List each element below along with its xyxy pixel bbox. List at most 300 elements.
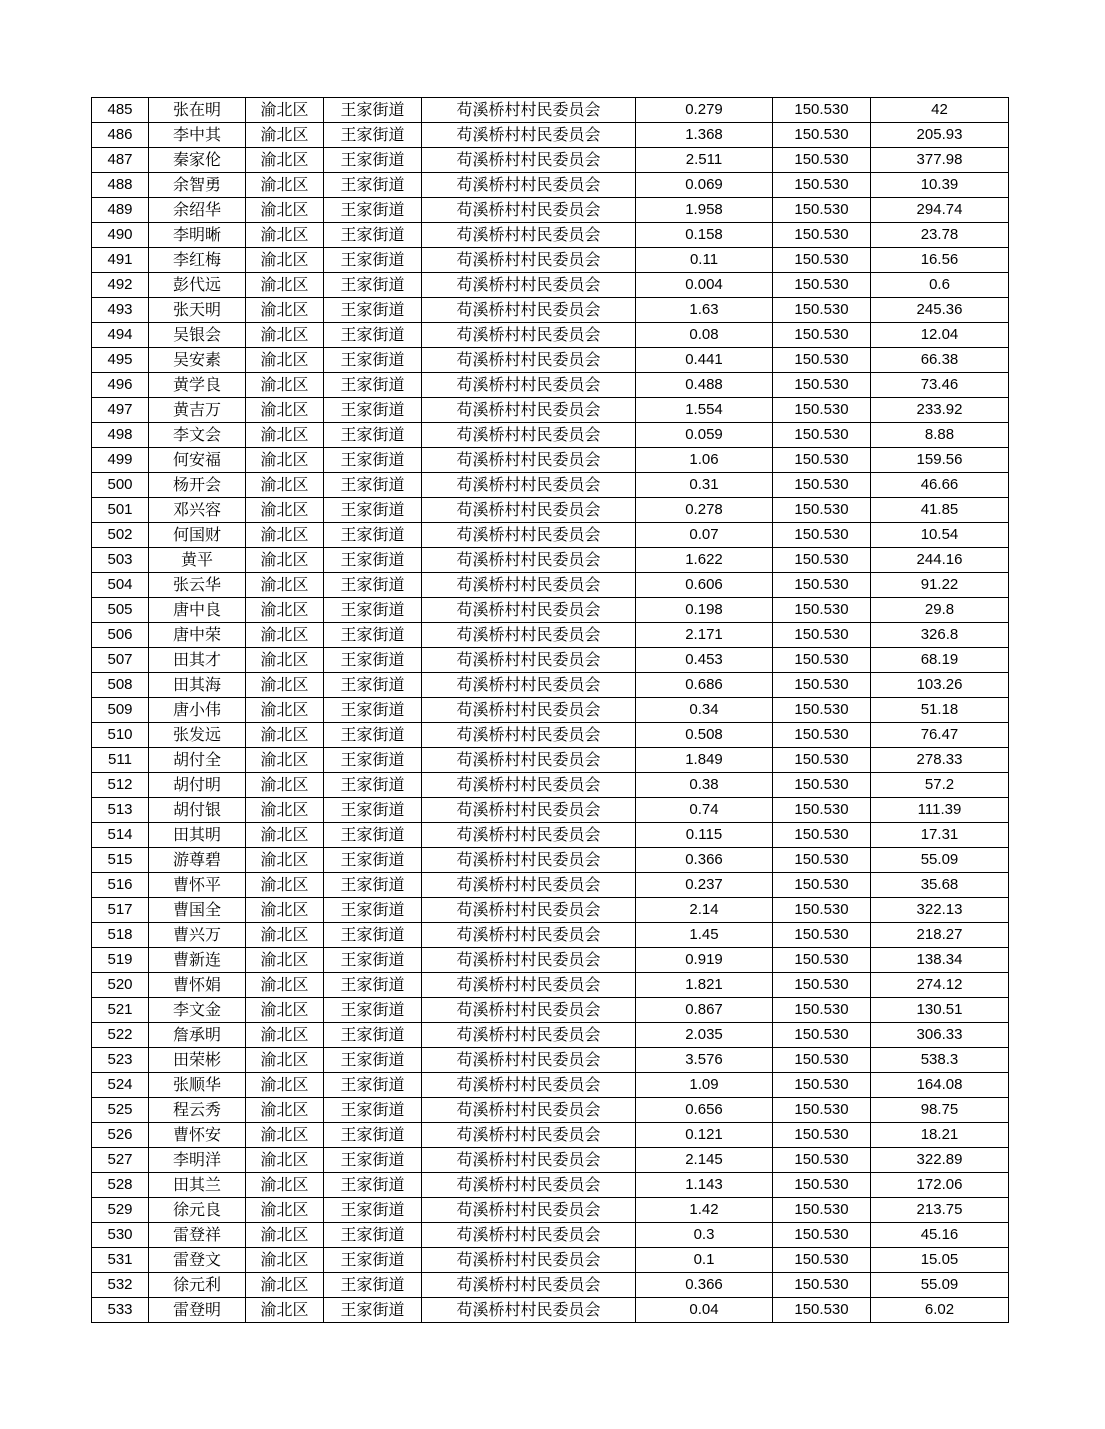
row-number-cell: 525 xyxy=(92,1098,149,1123)
unit-price-cell: 150.530 xyxy=(773,623,871,648)
district-cell: 渝北区 xyxy=(246,1248,324,1273)
row-number-cell: 509 xyxy=(92,698,149,723)
committee-cell: 苟溪桥村村民委员会 xyxy=(422,998,636,1023)
table-row xyxy=(92,323,1009,348)
area-cell: 0.059 xyxy=(636,423,773,448)
area-cell: 0.07 xyxy=(636,523,773,548)
row-number-cell: 490 xyxy=(92,223,149,248)
name-cell: 唐中良 xyxy=(149,598,246,623)
table-row xyxy=(92,773,1009,798)
unit-price-cell: 150.530 xyxy=(773,873,871,898)
row-number-cell: 528 xyxy=(92,1173,149,1198)
name-cell: 张云华 xyxy=(149,573,246,598)
street-cell: 王家街道 xyxy=(324,498,422,523)
unit-price-cell: 150.530 xyxy=(773,448,871,473)
street-cell: 王家街道 xyxy=(324,1148,422,1173)
unit-price-cell: 150.530 xyxy=(773,698,871,723)
amount-cell: 68.19 xyxy=(871,648,1009,673)
unit-price-cell: 150.530 xyxy=(773,1123,871,1148)
table-row xyxy=(92,1298,1009,1323)
unit-price-cell: 150.530 xyxy=(773,798,871,823)
committee-cell: 苟溪桥村村民委员会 xyxy=(422,273,636,298)
row-number-cell: 502 xyxy=(92,523,149,548)
unit-price-cell: 150.530 xyxy=(773,573,871,598)
row-number-cell: 495 xyxy=(92,348,149,373)
district-cell: 渝北区 xyxy=(246,1148,324,1173)
committee-cell: 苟溪桥村村民委员会 xyxy=(422,923,636,948)
table-row xyxy=(92,873,1009,898)
area-cell: 1.622 xyxy=(636,548,773,573)
row-number-cell: 488 xyxy=(92,173,149,198)
street-cell: 王家街道 xyxy=(324,723,422,748)
table-row xyxy=(92,348,1009,373)
committee-cell: 苟溪桥村村民委员会 xyxy=(422,1223,636,1248)
name-cell: 游尊碧 xyxy=(149,848,246,873)
name-cell: 徐元良 xyxy=(149,1198,246,1223)
unit-price-cell: 150.530 xyxy=(773,748,871,773)
committee-cell: 苟溪桥村村民委员会 xyxy=(422,98,636,123)
area-cell: 0.278 xyxy=(636,498,773,523)
street-cell: 王家街道 xyxy=(324,298,422,323)
street-cell: 王家街道 xyxy=(324,448,422,473)
row-number-cell: 494 xyxy=(92,323,149,348)
street-cell: 王家街道 xyxy=(324,148,422,173)
committee-cell: 苟溪桥村村民委员会 xyxy=(422,1173,636,1198)
area-cell: 0.74 xyxy=(636,798,773,823)
district-cell: 渝北区 xyxy=(246,623,324,648)
district-cell: 渝北区 xyxy=(246,273,324,298)
table-row xyxy=(92,523,1009,548)
row-number-cell: 512 xyxy=(92,773,149,798)
data-table xyxy=(91,97,1009,1323)
table-body xyxy=(92,98,1009,1323)
table-row xyxy=(92,1248,1009,1273)
committee-cell: 苟溪桥村村民委员会 xyxy=(422,448,636,473)
row-number-cell: 524 xyxy=(92,1073,149,1098)
table-row xyxy=(92,1148,1009,1173)
name-cell: 李明洋 xyxy=(149,1148,246,1173)
committee-cell: 苟溪桥村村民委员会 xyxy=(422,798,636,823)
amount-cell: 42 xyxy=(871,98,1009,123)
unit-price-cell: 150.530 xyxy=(773,948,871,973)
table-row xyxy=(92,1173,1009,1198)
committee-cell: 苟溪桥村村民委员会 xyxy=(422,623,636,648)
table-row xyxy=(92,1198,1009,1223)
area-cell: 0.606 xyxy=(636,573,773,598)
name-cell: 张在明 xyxy=(149,98,246,123)
committee-cell: 苟溪桥村村民委员会 xyxy=(422,248,636,273)
committee-cell: 苟溪桥村村民委员会 xyxy=(422,1273,636,1298)
committee-cell: 苟溪桥村村民委员会 xyxy=(422,1048,636,1073)
amount-cell: 12.04 xyxy=(871,323,1009,348)
amount-cell: 98.75 xyxy=(871,1098,1009,1123)
district-cell: 渝北区 xyxy=(246,948,324,973)
district-cell: 渝北区 xyxy=(246,798,324,823)
table-row xyxy=(92,898,1009,923)
name-cell: 詹承明 xyxy=(149,1023,246,1048)
area-cell: 0.656 xyxy=(636,1098,773,1123)
name-cell: 雷登祥 xyxy=(149,1223,246,1248)
district-cell: 渝北区 xyxy=(246,473,324,498)
street-cell: 王家街道 xyxy=(324,1098,422,1123)
area-cell: 0.04 xyxy=(636,1298,773,1323)
area-cell: 3.576 xyxy=(636,1048,773,1073)
committee-cell: 苟溪桥村村民委员会 xyxy=(422,298,636,323)
committee-cell: 苟溪桥村村民委员会 xyxy=(422,173,636,198)
amount-cell: 138.34 xyxy=(871,948,1009,973)
row-number-cell: 500 xyxy=(92,473,149,498)
row-number-cell: 497 xyxy=(92,398,149,423)
name-cell: 黄学良 xyxy=(149,373,246,398)
name-cell: 张发远 xyxy=(149,723,246,748)
name-cell: 吴银会 xyxy=(149,323,246,348)
table-row xyxy=(92,423,1009,448)
amount-cell: 35.68 xyxy=(871,873,1009,898)
row-number-cell: 508 xyxy=(92,673,149,698)
committee-cell: 苟溪桥村村民委员会 xyxy=(422,823,636,848)
amount-cell: 23.78 xyxy=(871,223,1009,248)
district-cell: 渝北区 xyxy=(246,1048,324,1073)
street-cell: 王家街道 xyxy=(324,573,422,598)
table-row xyxy=(92,498,1009,523)
committee-cell: 苟溪桥村村民委员会 xyxy=(422,223,636,248)
street-cell: 王家街道 xyxy=(324,423,422,448)
committee-cell: 苟溪桥村村民委员会 xyxy=(422,898,636,923)
row-number-cell: 520 xyxy=(92,973,149,998)
area-cell: 1.42 xyxy=(636,1198,773,1223)
amount-cell: 66.38 xyxy=(871,348,1009,373)
area-cell: 1.849 xyxy=(636,748,773,773)
name-cell: 李红梅 xyxy=(149,248,246,273)
name-cell: 曹怀安 xyxy=(149,1123,246,1148)
committee-cell: 苟溪桥村村民委员会 xyxy=(422,1023,636,1048)
street-cell: 王家街道 xyxy=(324,1273,422,1298)
street-cell: 王家街道 xyxy=(324,523,422,548)
area-cell: 0.3 xyxy=(636,1223,773,1248)
unit-price-cell: 150.530 xyxy=(773,373,871,398)
table-row xyxy=(92,598,1009,623)
street-cell: 王家街道 xyxy=(324,923,422,948)
committee-cell: 苟溪桥村村民委员会 xyxy=(422,698,636,723)
area-cell: 0.686 xyxy=(636,673,773,698)
table-row xyxy=(92,673,1009,698)
table-row xyxy=(92,948,1009,973)
row-number-cell: 503 xyxy=(92,548,149,573)
district-cell: 渝北区 xyxy=(246,348,324,373)
area-cell: 0.279 xyxy=(636,98,773,123)
area-cell: 0.11 xyxy=(636,248,773,273)
row-number-cell: 519 xyxy=(92,948,149,973)
name-cell: 李明晰 xyxy=(149,223,246,248)
district-cell: 渝北区 xyxy=(246,973,324,998)
district-cell: 渝北区 xyxy=(246,523,324,548)
table-row xyxy=(92,1123,1009,1148)
street-cell: 王家街道 xyxy=(324,748,422,773)
amount-cell: 322.89 xyxy=(871,1148,1009,1173)
unit-price-cell: 150.530 xyxy=(773,423,871,448)
table-row xyxy=(92,1223,1009,1248)
name-cell: 雷登文 xyxy=(149,1248,246,1273)
street-cell: 王家街道 xyxy=(324,1073,422,1098)
amount-cell: 55.09 xyxy=(871,848,1009,873)
unit-price-cell: 150.530 xyxy=(773,973,871,998)
unit-price-cell: 150.530 xyxy=(773,173,871,198)
row-number-cell: 533 xyxy=(92,1298,149,1323)
district-cell: 渝北区 xyxy=(246,448,324,473)
table-row xyxy=(92,148,1009,173)
district-cell: 渝北区 xyxy=(246,498,324,523)
table-row xyxy=(92,748,1009,773)
table-row xyxy=(92,98,1009,123)
committee-cell: 苟溪桥村村民委员会 xyxy=(422,523,636,548)
committee-cell: 苟溪桥村村民委员会 xyxy=(422,848,636,873)
committee-cell: 苟溪桥村村民委员会 xyxy=(422,398,636,423)
table-row xyxy=(92,723,1009,748)
area-cell: 1.06 xyxy=(636,448,773,473)
name-cell: 田其兰 xyxy=(149,1173,246,1198)
amount-cell: 10.54 xyxy=(871,523,1009,548)
amount-cell: 172.06 xyxy=(871,1173,1009,1198)
table-row xyxy=(92,573,1009,598)
unit-price-cell: 150.530 xyxy=(773,473,871,498)
name-cell: 胡付银 xyxy=(149,798,246,823)
district-cell: 渝北区 xyxy=(246,198,324,223)
district-cell: 渝北区 xyxy=(246,1223,324,1248)
table-row xyxy=(92,373,1009,398)
amount-cell: 17.31 xyxy=(871,823,1009,848)
street-cell: 王家街道 xyxy=(324,248,422,273)
row-number-cell: 507 xyxy=(92,648,149,673)
row-number-cell: 486 xyxy=(92,123,149,148)
district-cell: 渝北区 xyxy=(246,573,324,598)
unit-price-cell: 150.530 xyxy=(773,348,871,373)
unit-price-cell: 150.530 xyxy=(773,123,871,148)
street-cell: 王家街道 xyxy=(324,98,422,123)
table-row xyxy=(92,848,1009,873)
unit-price-cell: 150.530 xyxy=(773,298,871,323)
name-cell: 唐中荣 xyxy=(149,623,246,648)
street-cell: 王家街道 xyxy=(324,198,422,223)
name-cell: 吴安素 xyxy=(149,348,246,373)
committee-cell: 苟溪桥村村民委员会 xyxy=(422,573,636,598)
district-cell: 渝北区 xyxy=(246,748,324,773)
area-cell: 1.554 xyxy=(636,398,773,423)
row-number-cell: 504 xyxy=(92,573,149,598)
name-cell: 徐元利 xyxy=(149,1273,246,1298)
name-cell: 曹怀娟 xyxy=(149,973,246,998)
table-row xyxy=(92,448,1009,473)
unit-price-cell: 150.530 xyxy=(773,723,871,748)
area-cell: 1.09 xyxy=(636,1073,773,1098)
street-cell: 王家街道 xyxy=(324,473,422,498)
district-cell: 渝北区 xyxy=(246,1098,324,1123)
table-row xyxy=(92,1048,1009,1073)
unit-price-cell: 150.530 xyxy=(773,848,871,873)
name-cell: 何安福 xyxy=(149,448,246,473)
row-number-cell: 529 xyxy=(92,1198,149,1223)
name-cell: 程云秀 xyxy=(149,1098,246,1123)
name-cell: 曹国全 xyxy=(149,898,246,923)
unit-price-cell: 150.530 xyxy=(773,223,871,248)
street-cell: 王家街道 xyxy=(324,323,422,348)
unit-price-cell: 150.530 xyxy=(773,498,871,523)
name-cell: 秦家伦 xyxy=(149,148,246,173)
street-cell: 王家街道 xyxy=(324,1173,422,1198)
row-number-cell: 521 xyxy=(92,998,149,1023)
unit-price-cell: 150.530 xyxy=(773,1273,871,1298)
amount-cell: 76.47 xyxy=(871,723,1009,748)
amount-cell: 274.12 xyxy=(871,973,1009,998)
area-cell: 0.08 xyxy=(636,323,773,348)
area-cell: 2.035 xyxy=(636,1023,773,1048)
row-number-cell: 510 xyxy=(92,723,149,748)
district-cell: 渝北区 xyxy=(246,1073,324,1098)
street-cell: 王家街道 xyxy=(324,1298,422,1323)
district-cell: 渝北区 xyxy=(246,648,324,673)
amount-cell: 130.51 xyxy=(871,998,1009,1023)
district-cell: 渝北区 xyxy=(246,423,324,448)
street-cell: 王家街道 xyxy=(324,548,422,573)
amount-cell: 41.85 xyxy=(871,498,1009,523)
name-cell: 胡付全 xyxy=(149,748,246,773)
area-cell: 0.069 xyxy=(636,173,773,198)
unit-price-cell: 150.530 xyxy=(773,823,871,848)
table-row xyxy=(92,798,1009,823)
table-row xyxy=(92,398,1009,423)
committee-cell: 苟溪桥村村民委员会 xyxy=(422,598,636,623)
unit-price-cell: 150.530 xyxy=(773,923,871,948)
committee-cell: 苟溪桥村村民委员会 xyxy=(422,198,636,223)
area-cell: 1.45 xyxy=(636,923,773,948)
table-row xyxy=(92,1273,1009,1298)
district-cell: 渝北区 xyxy=(246,1173,324,1198)
street-cell: 王家街道 xyxy=(324,373,422,398)
area-cell: 1.958 xyxy=(636,198,773,223)
street-cell: 王家街道 xyxy=(324,173,422,198)
amount-cell: 233.92 xyxy=(871,398,1009,423)
unit-price-cell: 150.530 xyxy=(773,1023,871,1048)
area-cell: 1.368 xyxy=(636,123,773,148)
committee-cell: 苟溪桥村村民委员会 xyxy=(422,1298,636,1323)
unit-price-cell: 150.530 xyxy=(773,598,871,623)
name-cell: 田其海 xyxy=(149,673,246,698)
unit-price-cell: 150.530 xyxy=(773,998,871,1023)
name-cell: 彭代远 xyxy=(149,273,246,298)
amount-cell: 6.02 xyxy=(871,1298,1009,1323)
street-cell: 王家街道 xyxy=(324,998,422,1023)
street-cell: 王家街道 xyxy=(324,848,422,873)
amount-cell: 159.56 xyxy=(871,448,1009,473)
row-number-cell: 523 xyxy=(92,1048,149,1073)
table-row xyxy=(92,1098,1009,1123)
unit-price-cell: 150.530 xyxy=(773,648,871,673)
unit-price-cell: 150.530 xyxy=(773,1148,871,1173)
amount-cell: 377.98 xyxy=(871,148,1009,173)
amount-cell: 18.21 xyxy=(871,1123,1009,1148)
name-cell: 田荣彬 xyxy=(149,1048,246,1073)
area-cell: 0.919 xyxy=(636,948,773,973)
unit-price-cell: 150.530 xyxy=(773,198,871,223)
unit-price-cell: 150.530 xyxy=(773,1098,871,1123)
name-cell: 余智勇 xyxy=(149,173,246,198)
amount-cell: 294.74 xyxy=(871,198,1009,223)
street-cell: 王家街道 xyxy=(324,123,422,148)
row-number-cell: 522 xyxy=(92,1023,149,1048)
committee-cell: 苟溪桥村村民委员会 xyxy=(422,1198,636,1223)
amount-cell: 57.2 xyxy=(871,773,1009,798)
amount-cell: 205.93 xyxy=(871,123,1009,148)
committee-cell: 苟溪桥村村民委员会 xyxy=(422,373,636,398)
row-number-cell: 516 xyxy=(92,873,149,898)
name-cell: 张天明 xyxy=(149,298,246,323)
area-cell: 2.145 xyxy=(636,1148,773,1173)
name-cell: 田其才 xyxy=(149,648,246,673)
committee-cell: 苟溪桥村村民委员会 xyxy=(422,648,636,673)
committee-cell: 苟溪桥村村民委员会 xyxy=(422,1073,636,1098)
district-cell: 渝北区 xyxy=(246,248,324,273)
area-cell: 0.004 xyxy=(636,273,773,298)
name-cell: 李文金 xyxy=(149,998,246,1023)
unit-price-cell: 150.530 xyxy=(773,1248,871,1273)
committee-cell: 苟溪桥村村民委员会 xyxy=(422,423,636,448)
street-cell: 王家街道 xyxy=(324,1248,422,1273)
table-row xyxy=(92,298,1009,323)
unit-price-cell: 150.530 xyxy=(773,1073,871,1098)
district-cell: 渝北区 xyxy=(246,323,324,348)
row-number-cell: 499 xyxy=(92,448,149,473)
amount-cell: 326.8 xyxy=(871,623,1009,648)
amount-cell: 103.26 xyxy=(871,673,1009,698)
unit-price-cell: 150.530 xyxy=(773,1048,871,1073)
area-cell: 0.198 xyxy=(636,598,773,623)
amount-cell: 16.56 xyxy=(871,248,1009,273)
street-cell: 王家街道 xyxy=(324,973,422,998)
row-number-cell: 506 xyxy=(92,623,149,648)
table-row xyxy=(92,473,1009,498)
unit-price-cell: 150.530 xyxy=(773,1298,871,1323)
amount-cell: 322.13 xyxy=(871,898,1009,923)
committee-cell: 苟溪桥村村民委员会 xyxy=(422,1148,636,1173)
committee-cell: 苟溪桥村村民委员会 xyxy=(422,148,636,173)
district-cell: 渝北区 xyxy=(246,823,324,848)
amount-cell: 244.16 xyxy=(871,548,1009,573)
table-row xyxy=(92,648,1009,673)
amount-cell: 91.22 xyxy=(871,573,1009,598)
amount-cell: 213.75 xyxy=(871,1198,1009,1223)
row-number-cell: 491 xyxy=(92,248,149,273)
district-cell: 渝北区 xyxy=(246,598,324,623)
street-cell: 王家街道 xyxy=(324,623,422,648)
amount-cell: 0.6 xyxy=(871,273,1009,298)
amount-cell: 51.18 xyxy=(871,698,1009,723)
amount-cell: 45.16 xyxy=(871,1223,1009,1248)
committee-cell: 苟溪桥村村民委员会 xyxy=(422,348,636,373)
committee-cell: 苟溪桥村村民委员会 xyxy=(422,973,636,998)
street-cell: 王家街道 xyxy=(324,898,422,923)
street-cell: 王家街道 xyxy=(324,823,422,848)
name-cell: 唐小伟 xyxy=(149,698,246,723)
area-cell: 0.115 xyxy=(636,823,773,848)
street-cell: 王家街道 xyxy=(324,1023,422,1048)
table-row xyxy=(92,248,1009,273)
district-cell: 渝北区 xyxy=(246,873,324,898)
area-cell: 1.821 xyxy=(636,973,773,998)
table-row xyxy=(92,1023,1009,1048)
amount-cell: 111.39 xyxy=(871,798,1009,823)
committee-cell: 苟溪桥村村民委员会 xyxy=(422,323,636,348)
district-cell: 渝北区 xyxy=(246,923,324,948)
district-cell: 渝北区 xyxy=(246,373,324,398)
